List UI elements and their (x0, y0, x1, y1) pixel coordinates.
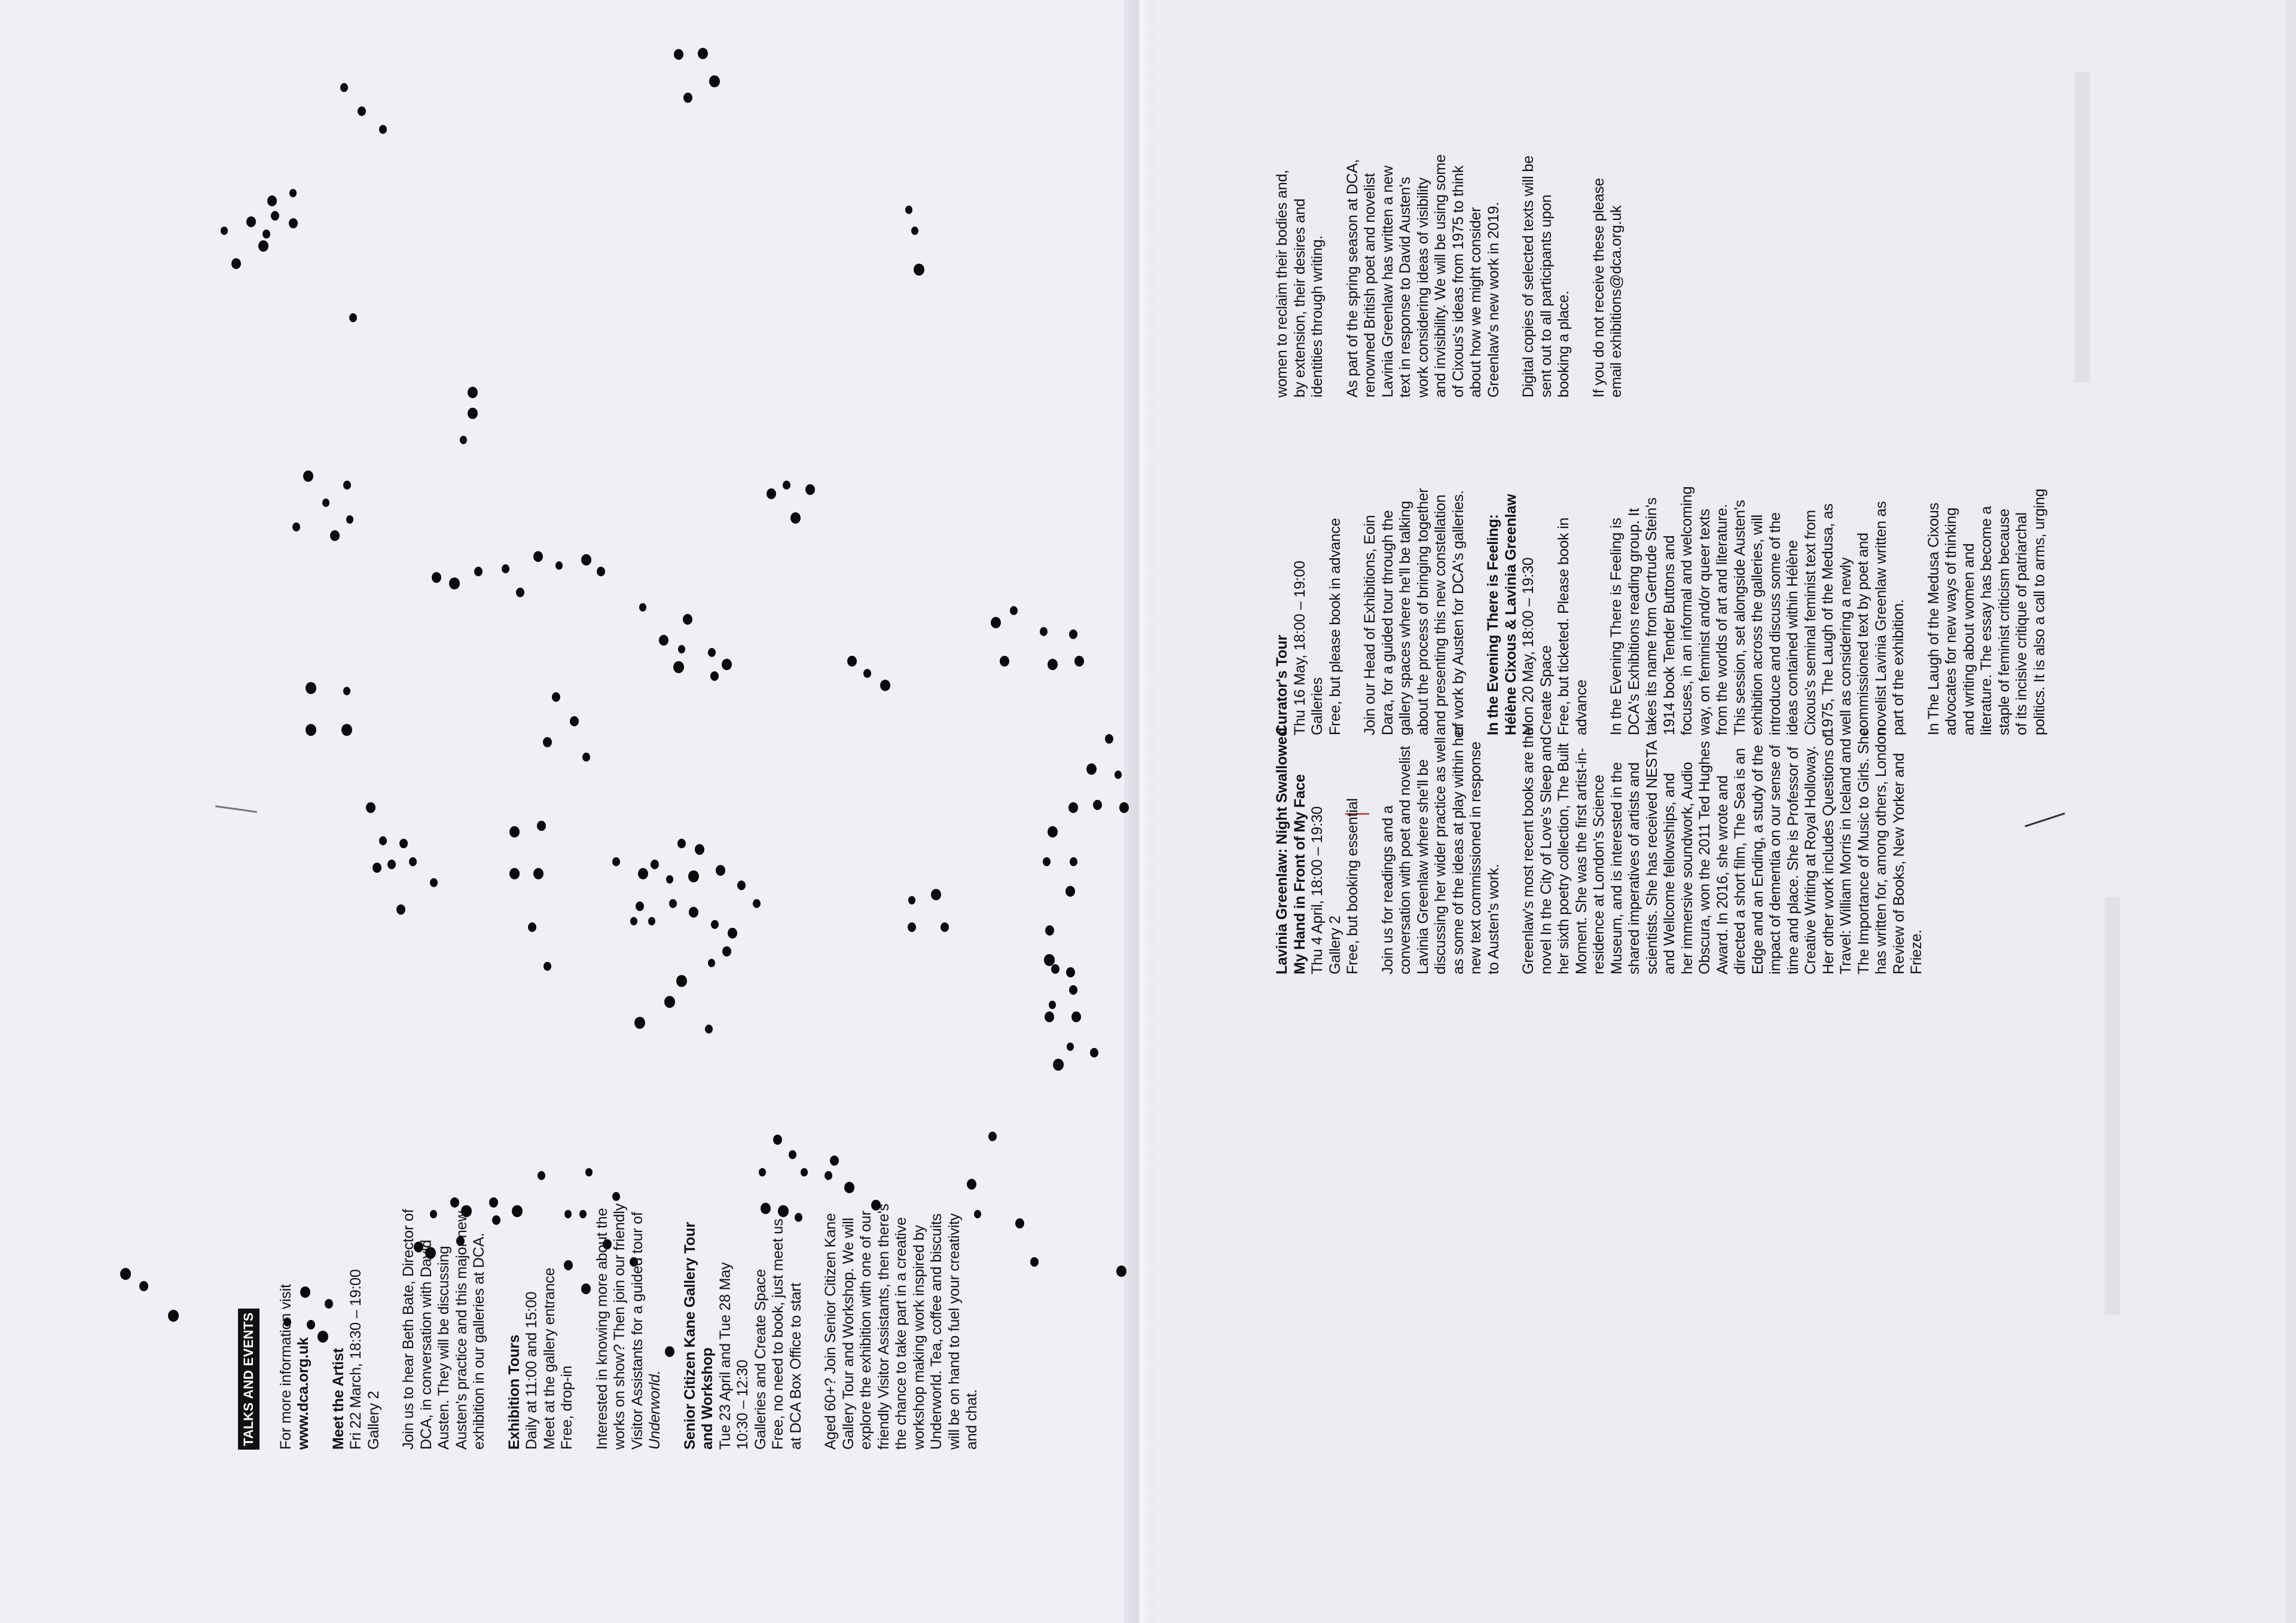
body-line: As part of the spring season at DCA, (1344, 159, 1361, 398)
event-title: Senior Citizen Kane Gallery Tour (681, 1222, 698, 1450)
body-line: politics. It is also a call to arms, urging (2031, 488, 2048, 735)
event-date: Tue 23 April and Tue 28 May (716, 1262, 734, 1450)
column-4 (1274, 63, 1643, 398)
body-line: Austen. They will be discussing (435, 1246, 452, 1450)
body-line: 1975, The Laugh of the Medusa, as (1819, 503, 1836, 735)
body-line: and invisibility. We will be using some (1432, 154, 1449, 398)
right-body-4 (1590, 63, 1626, 398)
body-line: renowned British poet and novelist (1361, 173, 1378, 398)
body-line: Interested in knowing more about the (593, 1208, 610, 1450)
body-line: new text commissioned in response (1467, 741, 1484, 974)
body-line: of work by Austen for DCA's galleries. (1449, 490, 1467, 735)
body-line: In The Laugh of the Medusa Cixous (1925, 502, 1942, 735)
event-title: Hélène Cixous & Lavinia Greenlaw (1502, 494, 1519, 735)
tours-header (506, 1151, 576, 1450)
event-title: In the Evening There is Feeling: (1485, 514, 1501, 735)
event-date: Daily at 11:00 and 15:00 (523, 1291, 540, 1450)
event-title: Lavinia Greenlaw: Night Swallowed (1274, 728, 1290, 974)
body-line: commissioned text by poet and (1855, 533, 1871, 735)
body-line: conversation with poet and novelist (1397, 745, 1413, 974)
body-line: as some of the ideas at play within her (1449, 725, 1467, 974)
body-line: will be on hand to fuel your creativity (945, 1213, 963, 1450)
website-link[interactable]: www.dca.org.uk (295, 1337, 312, 1450)
body-line: part of the exhibition. (1890, 599, 1907, 735)
body-line: ideas contained within Hélène (1784, 540, 1801, 735)
body-line: booking a place. (1555, 291, 1572, 398)
body-line: literature. The essay has become a (1978, 506, 1995, 735)
body-line: and chat. (963, 1389, 980, 1450)
event-venue: Create Space (1537, 645, 1555, 735)
bio-line: The Importance of Music to Girls. She (1855, 728, 1872, 974)
meet-artist-header (330, 1151, 383, 1450)
body-line: introduce and discuss some of the (1766, 512, 1784, 735)
body-line: way, on feminist and/or queer texts (1696, 509, 1713, 735)
section-tag: TALKS AND EVENTS (238, 1309, 259, 1450)
bio-line: Travel: William Morris in Iceland and (1837, 738, 1854, 974)
event-title: My Hand in Front of My Face (1291, 774, 1308, 974)
right-body (1274, 63, 1327, 398)
event-venue: Gallery 2 (365, 1390, 382, 1450)
bio-line: Her other work includes Questions of (1819, 733, 1837, 974)
body-line: takes its name from Gertrude Stein's (1643, 497, 1660, 735)
body-line: Dara, for a guided tour through the (1379, 510, 1396, 735)
body-line: Digital copies of selected texts will be (1520, 155, 1537, 398)
body-line: If you do not receive these please (1590, 178, 1607, 398)
event-time: 10:30 – 12:30 (734, 1359, 751, 1450)
intro-block (277, 1151, 313, 1450)
event-price: Free, but booking essential (1344, 798, 1361, 974)
senior-header (682, 1151, 805, 1450)
body-line: discussing her wider practice as well (1432, 737, 1449, 974)
body-line: advocates for new ways of thinking (1943, 508, 1959, 735)
body-line: well as considering a newly (1837, 557, 1854, 735)
bio-line: Review of Books, New Yorker and (1890, 753, 1907, 974)
body-line: Lavinia Greenlaw where she'll be (1414, 759, 1431, 974)
body-line: In the Evening There is Feeling is (1608, 518, 1625, 735)
event-price: Free, but ticketed. Please book in (1555, 517, 1572, 735)
event-date: Mon 20 May, 18:00 – 19:30 (1520, 557, 1537, 735)
body-line: from the worlds of art and literature. (1714, 503, 1730, 735)
body-line: to Austen's work. (1485, 864, 1502, 974)
event-title: Curator's Tour (1274, 635, 1290, 735)
body-line: DCA, in conversation with David (417, 1240, 435, 1450)
body-line: friendly Visitor Assistants, then there's (875, 1203, 892, 1450)
body-line: of Cixous's ideas from 1975 to think (1449, 165, 1467, 398)
body-line: focuses, in an informal and welcoming (1678, 486, 1695, 735)
bio-line: Edge and an Ending, a study of the (1749, 745, 1766, 974)
body-line: workshop making work inspired by (910, 1225, 927, 1450)
curators-body (1361, 401, 1467, 735)
body-line: Lavinia Greenlaw has written a new (1379, 166, 1396, 398)
event-venue: Meet at the gallery entrance (541, 1267, 558, 1450)
body-line: of its incisive critique of patriarchal (2013, 512, 2030, 735)
body-line: Underworld. Tea, coffee and biscuits (928, 1214, 945, 1450)
event-date: Thu 4 April, 18:00 – 19:30 (1309, 806, 1326, 974)
bio-line: Frieze. (1908, 929, 1925, 974)
feeling-body (1608, 401, 1908, 735)
event-price: Free, no need to book, just meet us (770, 1218, 786, 1450)
body-line: and presenting this new constellation (1432, 494, 1449, 735)
bio-line: time and place. She is Professor of (1784, 747, 1802, 974)
body-line: Cixous's seminal feminist text from (1802, 509, 1819, 735)
bio-line: directed a short film, The Sea is an (1732, 748, 1748, 974)
bio-line: Award. In 2016, she wrote and (1714, 775, 1731, 974)
body-line: Join us to hear Beth Bate, Director of (400, 1209, 417, 1450)
bio-line: impact of dementia on our sense of (1767, 745, 1784, 974)
event-date: Fri 22 March, 18:30 – 19:00 (347, 1269, 364, 1450)
bio-line: Moment. She was the first artist-in- (1573, 747, 1590, 974)
senior-body (822, 1151, 981, 1450)
body-line: staple of feminist criticism because (1995, 508, 2013, 735)
event-date: Thu 16 May, 18:00 – 19:00 (1291, 561, 1308, 735)
body-line: and writing about women and (1960, 543, 1977, 735)
email-link[interactable]: email exhibitions@dca.org.uk (1608, 205, 1625, 398)
body-line: Underworld. (646, 1370, 663, 1450)
event-title: Meet the Artist (329, 1348, 347, 1450)
right-body-3 (1520, 63, 1573, 398)
meet-artist-body (400, 1151, 488, 1450)
bio-line: residence at London's Science (1590, 775, 1607, 974)
body-line: Aged 60+? Join Senior Citizen Kane (822, 1213, 839, 1450)
body-line: about the process of bringing together (1414, 488, 1431, 735)
event-title: Exhibition Tours (505, 1334, 523, 1450)
body-line: gallery spaces where he'll be talking (1397, 500, 1413, 735)
body-line: by extension, their desires and (1291, 198, 1308, 398)
right-body-2 (1344, 63, 1503, 398)
event-venue: Gallery 2 (1326, 915, 1344, 974)
bio-line: her immersive soundwork, Audio (1678, 762, 1696, 974)
bio-line: and Wellcome fellowships, and (1661, 773, 1678, 974)
body-line: sent out to all participants upon (1537, 194, 1555, 398)
event-venue: Galleries and Create Space (752, 1269, 769, 1450)
body-line: Join us for readings and a (1379, 805, 1396, 974)
bio-line: scientists. She has received NESTA (1643, 740, 1660, 974)
body-line: exhibition in our galleries at DCA. (471, 1233, 487, 1450)
bio-line: her sixth poetry collection, The Built (1555, 743, 1572, 974)
body-line: Join our Head of Exhibitions, Eoin (1361, 515, 1378, 735)
curators-header (1274, 401, 1344, 735)
event-venue: Galleries (1309, 677, 1326, 735)
body-line: works on show? Then join our friendly (611, 1203, 628, 1450)
body-line: novelist Lavinia Greenlaw written as (1872, 501, 1889, 735)
body-line: about how we might consider (1467, 207, 1484, 398)
body-line: explore the exhibition with one of our (857, 1211, 874, 1450)
bio-line: Greenlaw's most recent books are the (1520, 727, 1537, 974)
body-line: 1914 book Tender Buttons and (1660, 535, 1678, 735)
bio-line: Obscura, won the 2011 Ted Hughes (1696, 741, 1713, 974)
body-line: Visitor Assistants for a guided tour of (628, 1212, 646, 1450)
event-title: and Workshop (699, 1347, 716, 1450)
column-1 (238, 1151, 999, 1450)
bio-line: Museum, and is interested in the (1608, 762, 1625, 974)
feeling-body-2 (1925, 401, 2049, 735)
body-line: DCA's Exhibitions reading group. It (1625, 508, 1642, 735)
body-line: the chance to take part in a creative (893, 1217, 909, 1450)
body-line: Greenlaw's new work in 2019. (1485, 201, 1502, 398)
bio-line: novel In the City of Love's Sleep and (1537, 736, 1555, 974)
event-price: advance (1573, 679, 1590, 735)
intro-text: For more information visit (277, 1284, 294, 1450)
bio-line: Creative Writing at Royal Holloway. (1802, 745, 1819, 974)
body-line: Gallery Tour and Workshop. We will (839, 1218, 857, 1450)
body-line: text in response to David Austen's (1397, 176, 1413, 398)
body-line: Austen's practice and this major new (453, 1211, 470, 1450)
body-line: This session, set alongside Austen's (1731, 500, 1748, 735)
event-price: at DCA Box Office to start (787, 1282, 804, 1450)
event-price: Free, drop-in (558, 1365, 575, 1450)
body-line: exhibition across the galleries, will (1749, 514, 1766, 735)
body-line: women to reclaim their bodies and, (1274, 170, 1290, 398)
tours-body (594, 1151, 664, 1450)
bio-line: shared imperatives of artists and (1626, 762, 1642, 974)
feeling-header (1485, 401, 1590, 735)
body-line: identities through writing. (1309, 235, 1326, 398)
column-3 (1274, 401, 2066, 735)
body-line: work considering ideas of visibility (1414, 178, 1431, 398)
bio-line: has written for, among others, London (1873, 728, 1889, 974)
event-price: Free, but please book in advance (1326, 518, 1344, 735)
